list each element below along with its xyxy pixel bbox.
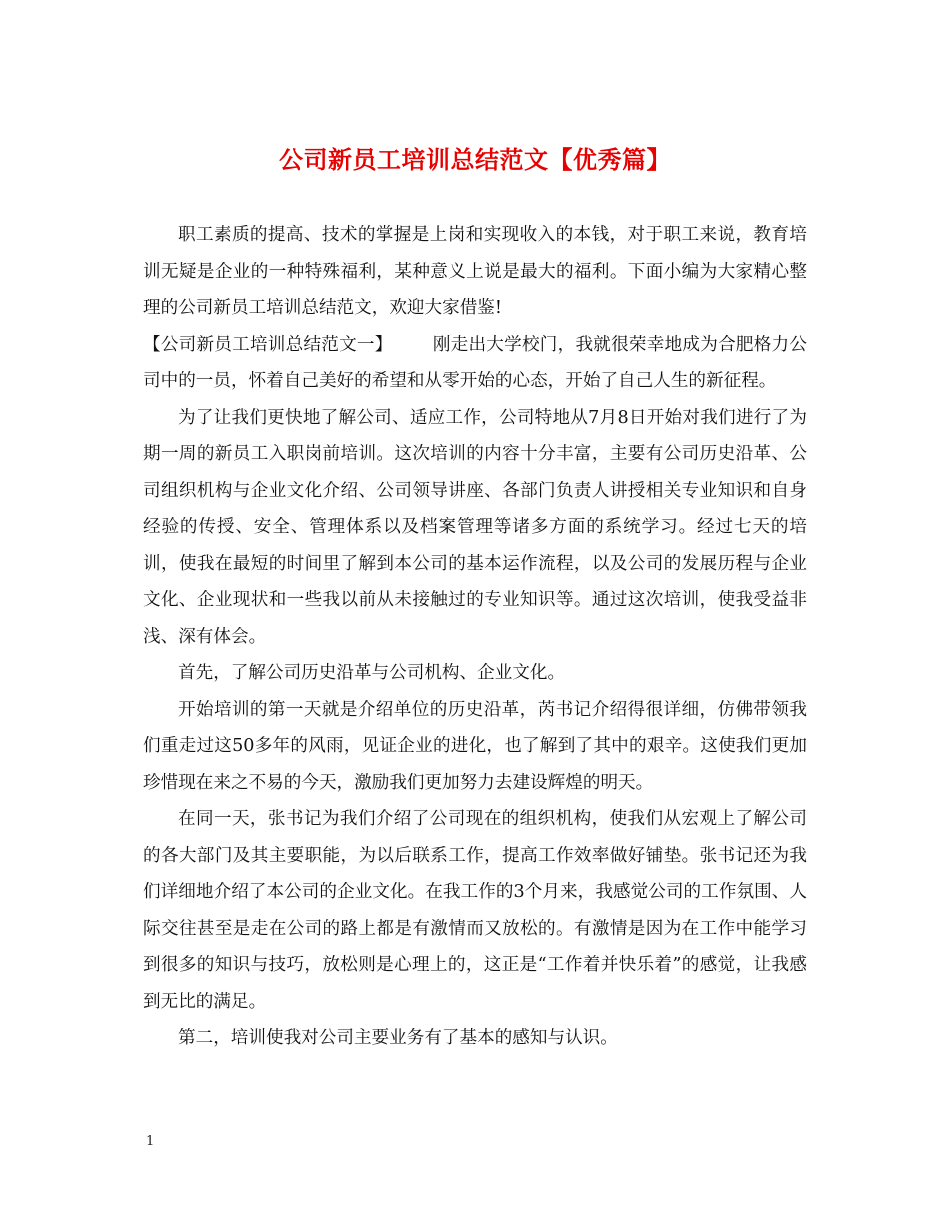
paragraph-organization: 在同一天，张书记为我们介绍了公司现在的组织机构，使我们从宏观上了解公司的各大部门及其主要职能，为以后联系工作，提高工作效率做好铺垫。张书记还为我们详细地介绍了本公司的企业文化。在我工作的3个月来，我感觉公司的工作氛围、人际交往甚至是走在公司的路上都是有激情而又放松的。有激情是因为在工作中能学习到很多的知识与技巧，放松则是心理上的，这正是“工作着并快乐着”的感觉，让我感到无比的满足。: [143, 809, 807, 1012]
document-body: [143, 217, 807, 1057]
page-number: 1: [146, 1134, 155, 1149]
paragraph-second-point: 第二，培训使我对公司主要业务有了基本的感知与认识。: [178, 1028, 618, 1048]
paragraph-training-overview: 为了让我们更快地了解公司、适应工作，公司特地从7月8日开始对我们进行了为期一周的新员工入职岗前培训。这次培训的内容十分丰富，主要有公司历史沿革、公司组织机构与企业文化介绍、公司领导讲座、各部门负责人讲授相关专业知识和自身经验的传授、安全、管理体系以及档案管理等诸多方面的系统学习。经过七天的培训，使我在最短的时间里了解到本公司的基本运作流程，以及公司的发展历程与企业文化、企业现状和一些我以前从未接触过的专业知识等。通过这次培训，使我受益非浅、深有体会。: [143, 407, 807, 647]
document-title: 公司新员工培训总结范文【优秀篇】: [279, 145, 671, 174]
section-heading: 【公司新员工培训总结范文一】: [143, 334, 393, 355]
section-heading-line: [143, 327, 807, 400]
paragraph-history: 开始培训的第一天就是介绍单位的历史沿革，芮书记介绍得很详细，仿佛带领我们重走过这50多年的风雨，见证企业的进化，也了解到了其中的艰辛。这使我们更加珍惜现在来之不易的今天，激励我们更加努力去建设辉煌的明天。: [143, 699, 807, 793]
paragraph-intro: 职工素质的提高、技术的掌握是上岗和实现收入的本钱，对于职工来说，教育培训无疑是企业的一种特殊福利，某种意义上说是最大的福利。下面小编为大家精心整理的公司新员工培训总结范文，欢迎大家借鉴!: [143, 225, 807, 318]
paragraph-first-point: 首先，了解公司历史沿革与公司机构、企业文化。: [178, 663, 566, 683]
section-start-text: 刚走出大学校门，我就很荣幸地成为合肥格力公司中的一员，怀着自己美好的希望和从零开始的心态，开始了自己人生的新征程。: [143, 334, 807, 391]
